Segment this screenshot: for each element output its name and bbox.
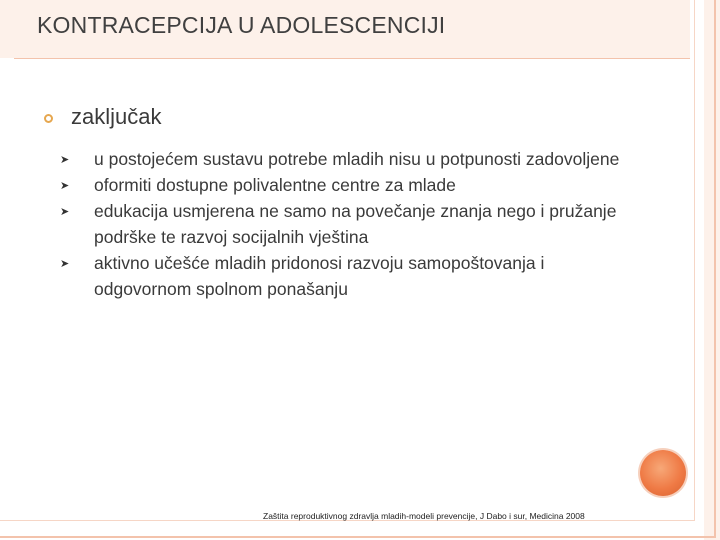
sub-bullet-list (60, 146, 640, 302)
sub-bullet-text: u postojećem sustavu potrebe mladih nisu u potpunosti zadovoljene (94, 149, 620, 169)
sub-bullet-text: aktivno učešće mladih pridonosi razvoju samopoštovanja i odgovornom spolnom ponašanju (94, 253, 545, 299)
orange-circle-icon (640, 450, 686, 496)
arrow-bullet-icon: ➤ (60, 180, 70, 192)
arrow-bullet-icon: ➤ (60, 258, 70, 270)
slide-title: KONTRACEPCIJA U ADOLESCENCIJI (37, 12, 446, 38)
list-item (60, 172, 640, 198)
sub-bullet-text: edukacija usmjerena ne samo na povečanje znanja nego i pružanje podrške te razvoj socijalnih vještina (94, 201, 617, 247)
arrow-bullet-icon: ➤ (60, 206, 70, 218)
list-item (60, 146, 640, 172)
list-item (60, 198, 640, 250)
main-bullet (44, 104, 161, 130)
ring-bullet-icon (44, 114, 53, 123)
arrow-bullet-icon: ➤ (60, 154, 70, 166)
footer-citation: Zaštita reproduktivnog zdravlja mladih-modeli prevencije, J Dabo i sur, Medicina 2008 (263, 511, 585, 521)
title-divider (14, 58, 690, 59)
right-decorative-band (704, 0, 720, 540)
sub-bullet-text: oformiti dostupne polivalentne centre za mlade (94, 175, 456, 195)
list-item (60, 250, 640, 302)
main-bullet-text: zaključak (71, 104, 162, 129)
